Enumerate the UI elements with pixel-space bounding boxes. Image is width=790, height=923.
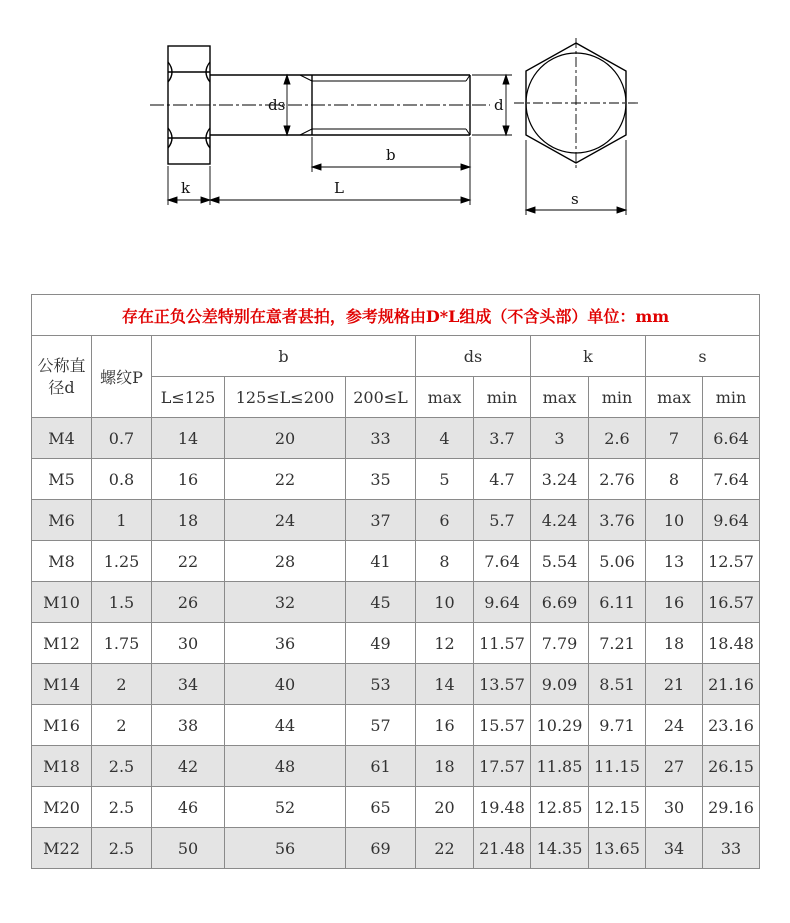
L-label: L bbox=[334, 179, 344, 197]
table-cell: 36 bbox=[225, 623, 346, 664]
table-cell: 12.15 bbox=[589, 787, 646, 828]
table-cell: 20 bbox=[225, 418, 346, 459]
table-cell: 53 bbox=[346, 664, 416, 705]
table-cell: 2 bbox=[92, 664, 152, 705]
table-cell: 13 bbox=[646, 541, 703, 582]
sub-header-cell: min bbox=[474, 377, 531, 418]
header-s: s bbox=[646, 336, 760, 377]
d-label: d bbox=[494, 96, 504, 114]
table-row bbox=[32, 459, 760, 500]
table-cell: 52 bbox=[225, 787, 346, 828]
table-cell: 12.85 bbox=[531, 787, 589, 828]
table-cell: 12 bbox=[416, 623, 474, 664]
table-cell: 9.09 bbox=[531, 664, 589, 705]
table-cell: 16 bbox=[416, 705, 474, 746]
table-cell: 17.57 bbox=[474, 746, 531, 787]
table-cell: 21 bbox=[646, 664, 703, 705]
table-cell: 0.7 bbox=[92, 418, 152, 459]
table-cell: 14 bbox=[152, 418, 225, 459]
table-cell: 5.54 bbox=[531, 541, 589, 582]
header-pitch: 螺纹P bbox=[92, 336, 152, 418]
table-cell: 10 bbox=[646, 500, 703, 541]
table-cell: 3 bbox=[531, 418, 589, 459]
table-cell: 16 bbox=[152, 459, 225, 500]
table-cell: 4.7 bbox=[474, 459, 531, 500]
sub-header-cell: 200≤L bbox=[346, 377, 416, 418]
table-title: 存在正负公差特别在意者甚拍，参考规格由D*L组成（不含头部）单位：mm bbox=[121, 306, 670, 326]
table-cell: 6 bbox=[416, 500, 474, 541]
table-cell: M4 bbox=[32, 418, 92, 459]
table-cell: M18 bbox=[32, 746, 92, 787]
table-row bbox=[32, 541, 760, 582]
table-cell: 1.75 bbox=[92, 623, 152, 664]
table-cell: 21.16 bbox=[703, 664, 760, 705]
table-cell: 7.64 bbox=[474, 541, 531, 582]
sub-header-cell: min bbox=[589, 377, 646, 418]
s-label: s bbox=[571, 190, 579, 208]
table-cell: 26.15 bbox=[703, 746, 760, 787]
table-cell: 19.48 bbox=[474, 787, 531, 828]
table-cell: 7.79 bbox=[531, 623, 589, 664]
table-cell: 2.5 bbox=[92, 787, 152, 828]
table-cell: 13.65 bbox=[589, 828, 646, 869]
table-cell: 11.57 bbox=[474, 623, 531, 664]
bolt-spec-table bbox=[31, 294, 760, 869]
table-row bbox=[32, 582, 760, 623]
table-cell: 1.25 bbox=[92, 541, 152, 582]
table-cell: 3.24 bbox=[531, 459, 589, 500]
sub-header-cell: min bbox=[703, 377, 760, 418]
table-row bbox=[32, 418, 760, 459]
table-cell: 2 bbox=[92, 705, 152, 746]
header-b: b bbox=[152, 336, 416, 377]
table-cell: 20 bbox=[416, 787, 474, 828]
table-cell: 14 bbox=[416, 664, 474, 705]
table-cell: 28 bbox=[225, 541, 346, 582]
table-cell: 37 bbox=[346, 500, 416, 541]
table-cell: 2.6 bbox=[589, 418, 646, 459]
table-cell: 65 bbox=[346, 787, 416, 828]
table-cell: 29.16 bbox=[703, 787, 760, 828]
table-cell: 8 bbox=[646, 459, 703, 500]
table-cell: M6 bbox=[32, 500, 92, 541]
table-cell: 41 bbox=[346, 541, 416, 582]
table-cell: 49 bbox=[346, 623, 416, 664]
table-cell: 57 bbox=[346, 705, 416, 746]
table-cell: 10.29 bbox=[531, 705, 589, 746]
table-row bbox=[32, 828, 760, 869]
table-cell: 12.57 bbox=[703, 541, 760, 582]
end-view-centerlines bbox=[514, 38, 640, 170]
table-cell: 56 bbox=[225, 828, 346, 869]
table-cell: M20 bbox=[32, 787, 92, 828]
table-cell: 4 bbox=[416, 418, 474, 459]
table-cell: M16 bbox=[32, 705, 92, 746]
table-cell: 22 bbox=[416, 828, 474, 869]
table-cell: 21.48 bbox=[474, 828, 531, 869]
table-cell: 23.16 bbox=[703, 705, 760, 746]
table-cell: 13.57 bbox=[474, 664, 531, 705]
table-cell: M22 bbox=[32, 828, 92, 869]
table-cell: 34 bbox=[152, 664, 225, 705]
table-cell: 50 bbox=[152, 828, 225, 869]
table-cell: 22 bbox=[225, 459, 346, 500]
table-row bbox=[32, 705, 760, 746]
table-cell: 34 bbox=[646, 828, 703, 869]
table-cell: 11.85 bbox=[531, 746, 589, 787]
table-cell: 5 bbox=[416, 459, 474, 500]
header-k: k bbox=[531, 336, 646, 377]
table-row bbox=[32, 746, 760, 787]
table-cell: 4.24 bbox=[531, 500, 589, 541]
table-cell: 40 bbox=[225, 664, 346, 705]
table-cell: 1 bbox=[92, 500, 152, 541]
table-cell: 9.64 bbox=[474, 582, 531, 623]
sub-header-cell: max bbox=[646, 377, 703, 418]
table-cell: 7.21 bbox=[589, 623, 646, 664]
table-cell: 1.5 bbox=[92, 582, 152, 623]
table-cell: 9.71 bbox=[589, 705, 646, 746]
table-cell: 6.69 bbox=[531, 582, 589, 623]
table-cell: 42 bbox=[152, 746, 225, 787]
table-cell: 26 bbox=[152, 582, 225, 623]
table-row bbox=[32, 623, 760, 664]
table-cell: 24 bbox=[225, 500, 346, 541]
table-cell: 2.76 bbox=[589, 459, 646, 500]
table-cell: 18 bbox=[416, 746, 474, 787]
table-cell: 30 bbox=[152, 623, 225, 664]
table-cell: 18.48 bbox=[703, 623, 760, 664]
table-cell: 3.7 bbox=[474, 418, 531, 459]
table-cell: 9.64 bbox=[703, 500, 760, 541]
header-nominal-diameter: 公称直径d bbox=[32, 336, 92, 418]
table-cell: 5.06 bbox=[589, 541, 646, 582]
table-cell: 45 bbox=[346, 582, 416, 623]
table-cell: 2.5 bbox=[92, 828, 152, 869]
table-cell: M5 bbox=[32, 459, 92, 500]
table-cell: 14.35 bbox=[531, 828, 589, 869]
table-cell: 27 bbox=[646, 746, 703, 787]
table-row bbox=[32, 787, 760, 828]
sub-header-cell: max bbox=[531, 377, 589, 418]
table-cell: 5.7 bbox=[474, 500, 531, 541]
table-cell: 30 bbox=[646, 787, 703, 828]
table-cell: 32 bbox=[225, 582, 346, 623]
k-label: k bbox=[181, 179, 191, 197]
table-cell: 22 bbox=[152, 541, 225, 582]
table-cell: 11.15 bbox=[589, 746, 646, 787]
sub-header-cell: L≤125 bbox=[152, 377, 225, 418]
table-cell: 6.11 bbox=[589, 582, 646, 623]
L-dimension bbox=[210, 197, 470, 203]
table-cell: 6.64 bbox=[703, 418, 760, 459]
table-cell: 69 bbox=[346, 828, 416, 869]
table-cell: 16 bbox=[646, 582, 703, 623]
header-ds: ds bbox=[416, 336, 531, 377]
table-cell: 2.5 bbox=[92, 746, 152, 787]
bolt-dimension-diagram bbox=[0, 0, 790, 240]
table-cell: 18 bbox=[152, 500, 225, 541]
table-cell: M12 bbox=[32, 623, 92, 664]
table-cell: 7 bbox=[646, 418, 703, 459]
table-cell: 18 bbox=[646, 623, 703, 664]
table-cell: 24 bbox=[646, 705, 703, 746]
table-cell: M10 bbox=[32, 582, 92, 623]
table-cell: 15.57 bbox=[474, 705, 531, 746]
table-cell: 8 bbox=[416, 541, 474, 582]
table-cell: 44 bbox=[225, 705, 346, 746]
table-cell: 35 bbox=[346, 459, 416, 500]
sub-header-cell: 125≤L≤200 bbox=[225, 377, 346, 418]
table-cell: 33 bbox=[703, 828, 760, 869]
table-cell: 8.51 bbox=[589, 664, 646, 705]
table-cell: M8 bbox=[32, 541, 92, 582]
sub-header-cell: max bbox=[416, 377, 474, 418]
b-label: b bbox=[386, 146, 396, 164]
table-cell: 33 bbox=[346, 418, 416, 459]
table-cell: 16.57 bbox=[703, 582, 760, 623]
table-cell: 61 bbox=[346, 746, 416, 787]
table-cell: 48 bbox=[225, 746, 346, 787]
table-cell: 46 bbox=[152, 787, 225, 828]
ds-label: ds bbox=[268, 96, 286, 114]
table-cell: 10 bbox=[416, 582, 474, 623]
table-row bbox=[32, 664, 760, 705]
table-cell: 3.76 bbox=[589, 500, 646, 541]
table-cell: 7.64 bbox=[703, 459, 760, 500]
table-cell: 0.8 bbox=[92, 459, 152, 500]
table-cell: 38 bbox=[152, 705, 225, 746]
table-row bbox=[32, 500, 760, 541]
table-title-cell bbox=[32, 295, 760, 336]
table-cell: M14 bbox=[32, 664, 92, 705]
